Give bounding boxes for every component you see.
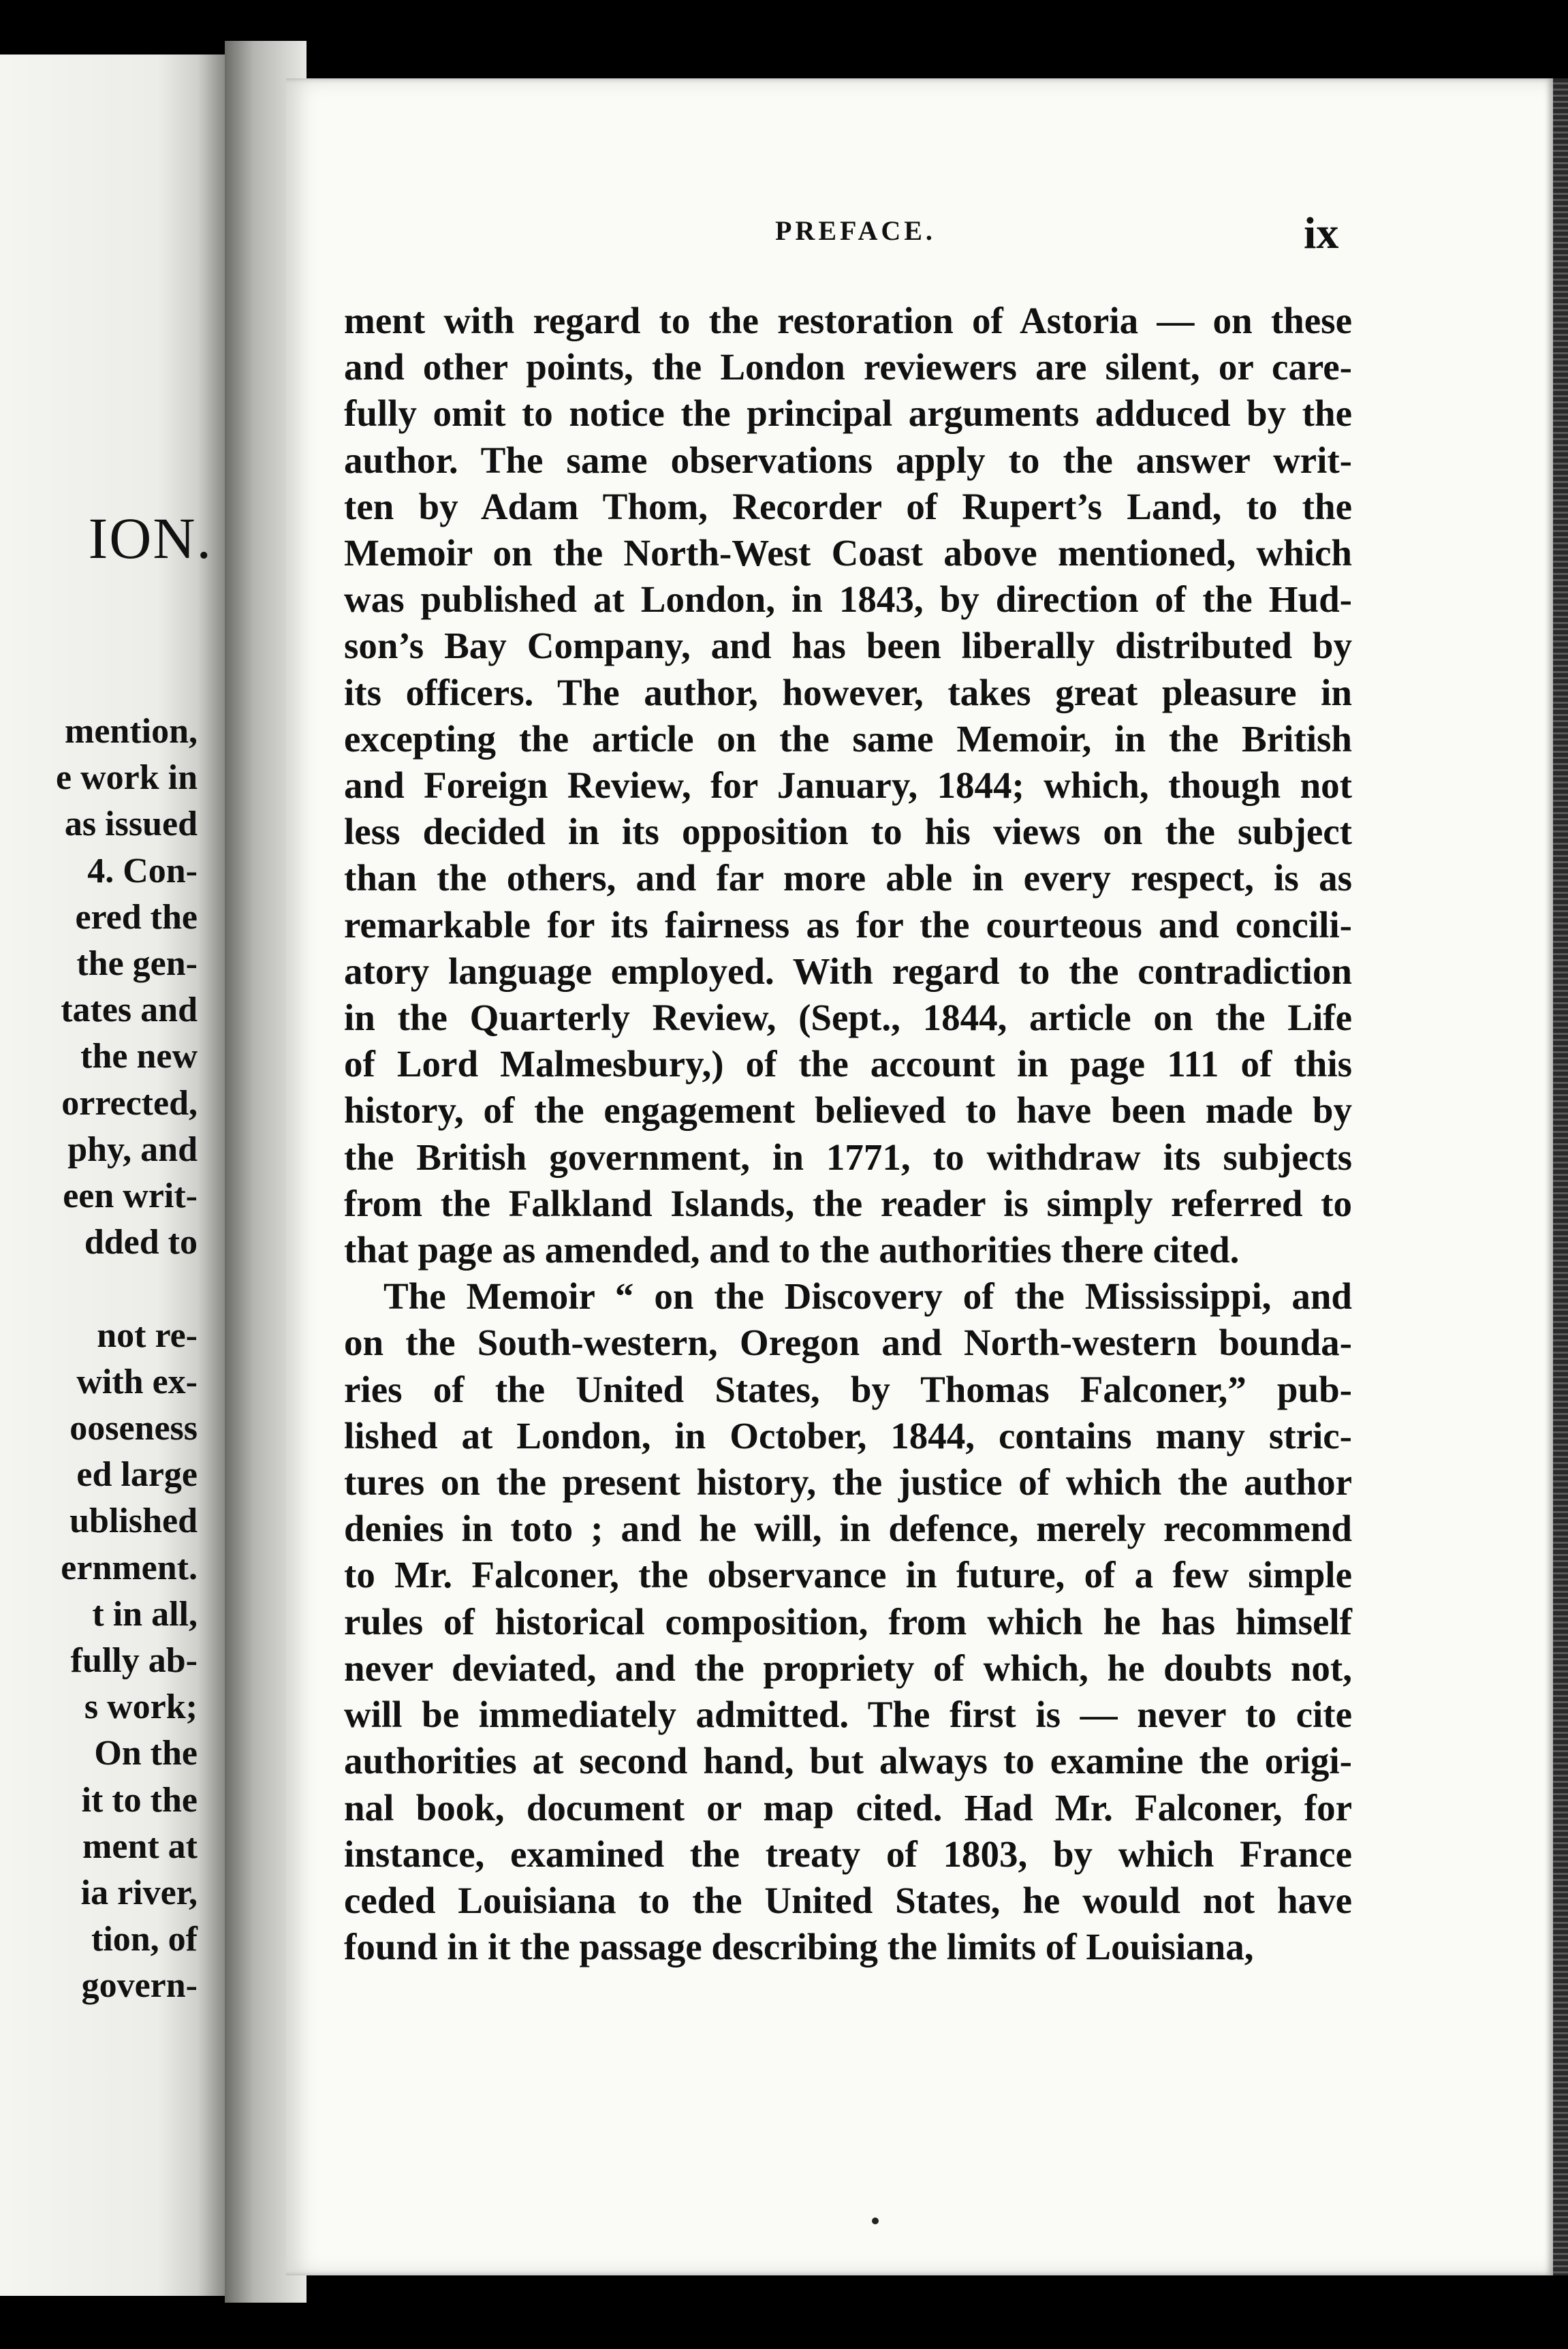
text-line: less decided in its opposition to his views on the subject <box>344 811 1352 853</box>
text-line: The Memoir “ on the Discovery of the Mississippi, and <box>383 1275 1352 1318</box>
text-line: atory language employed. With regard to the contradiction <box>344 950 1352 992</box>
left-page-line: ooseness <box>69 1409 198 1448</box>
text-line: was published at London, in 1843, by direction of the Hud- <box>344 578 1352 621</box>
text-line: found in it the passage describing the limits of Louisiana, <box>344 1926 1254 1968</box>
left-page-line: ered the <box>75 897 198 937</box>
text-line: the British government, in 1771, to withdraw its subjects <box>344 1136 1352 1178</box>
text-line: ment with regard to the restoration of Astoria — on these <box>344 300 1352 341</box>
left-page-text <box>0 709 225 2010</box>
left-page-line: dded to <box>84 1223 198 1262</box>
text-line: in the Quarterly Review, (Sept., 1844, article on the Life <box>344 997 1352 1039</box>
text-line: author. The same observations apply to the answer writ- <box>344 439 1352 481</box>
text-line: to Mr. Falconer, the observance in future, of a few simple <box>344 1554 1352 1596</box>
left-page-line: ment at <box>82 1826 198 1866</box>
left-page-line: s work; <box>84 1687 198 1727</box>
text-line: and Foreign Review, for January, 1844; which, though not <box>344 764 1352 807</box>
text-line: from the Falkland Islands, the reader is simply referred to <box>344 1182 1352 1224</box>
left-page-line: tates and <box>61 991 198 1030</box>
page-edge <box>1553 78 1568 2275</box>
left-page-line: orrected, <box>61 1083 198 1123</box>
left-page-line: govern- <box>81 1966 198 2006</box>
left-page-line: On the <box>94 1734 198 1773</box>
left-page-line: the gen- <box>76 944 198 984</box>
left-page-line: ia river, <box>80 1873 198 1913</box>
text-line: fully omit to notice the principal arguments adduced by the <box>344 392 1352 435</box>
left-page-line: phy, and <box>67 1130 198 1169</box>
text-line: ries of the United States, by Thomas Falconer,” pub- <box>344 1368 1352 1410</box>
left-page-line: not re- <box>97 1316 198 1355</box>
text-line: than the others, and far more able in every respect, is as <box>344 857 1352 899</box>
text-line: ceded Louisiana to the United States, he would not have <box>344 1879 1352 1921</box>
text-line: of Lord Malmesbury,) of the account in page 111 of this <box>344 1043 1352 1085</box>
left-page-line: ernment. <box>61 1548 198 1587</box>
text-line: will be immediately admitted. The first is — never to cite <box>344 1694 1352 1736</box>
running-head: PREFACE. <box>775 215 936 246</box>
left-page-line: 4. Con- <box>87 851 198 890</box>
text-line: tures on the present history, the justice of which the author <box>344 1461 1352 1504</box>
left-page-line: the new <box>80 1037 198 1076</box>
text-line: its officers. The author, however, takes great pleasure in <box>344 671 1352 713</box>
text-line: authorities at second hand, but always to examine the origi- <box>344 1740 1352 1782</box>
text-line: on the South-western, Oregon and North-western bounda- <box>344 1322 1352 1364</box>
text-line: rules of historical composition, from which he has himself <box>344 1600 1352 1643</box>
text-line: ten by Adam Thom, Recorder of Rupert’s Land, to the <box>344 485 1352 527</box>
text-line: son’s Bay Company, and has been liberally distributed by <box>344 625 1352 667</box>
left-page-line: it to the <box>81 1780 198 1820</box>
left-page-line <box>0 1266 225 1312</box>
left-page-line: e work in <box>56 758 198 798</box>
left-page-line: tion, of <box>91 1920 198 1959</box>
text-line: and other points, the London reviewers are silent, or care- <box>344 346 1352 388</box>
body-text <box>344 298 1352 1970</box>
left-page-line: t in all, <box>92 1594 198 1634</box>
text-line: excepting the article on the same Memoir, in the British <box>344 717 1352 760</box>
text-line: instance, examined the treaty of 1803, by which France <box>344 1833 1352 1875</box>
text-line: remarkable for its fairness as for the courteous and concili- <box>344 903 1352 946</box>
text-line: denies in toto ; and he will, in defence, merely recommend <box>344 1508 1352 1550</box>
text-line: nal book, document or map cited. Had Mr. Falconer, for <box>344 1786 1352 1829</box>
left-page-line: ed large <box>76 1455 198 1495</box>
text-line: history, of the engagement believed to have been made by <box>344 1089 1352 1132</box>
left-page-line: as issued <box>64 805 198 844</box>
left-page-line: mention, <box>65 712 198 751</box>
left-page-line: fully ab- <box>70 1641 198 1681</box>
text-line: never deviated, and the propriety of which, he doubts not, <box>344 1647 1352 1689</box>
text-line: Memoir on the North-West Coast above mentioned, which <box>344 532 1352 574</box>
left-page-fragment <box>0 55 225 2296</box>
left-page-line: with ex- <box>76 1362 198 1401</box>
right-page <box>286 78 1553 2275</box>
paper-speck <box>872 2218 879 2224</box>
text-line: that page as amended, and to the authorities there cited. <box>344 1229 1240 1271</box>
text-line: lished at London, in October, 1844, contains many stric- <box>344 1414 1352 1457</box>
page-number: ix <box>1304 208 1339 258</box>
left-page-line: ublished <box>69 1502 198 1541</box>
left-page-heading: ION. <box>88 505 213 571</box>
left-page-line: een writ- <box>63 1177 198 1216</box>
